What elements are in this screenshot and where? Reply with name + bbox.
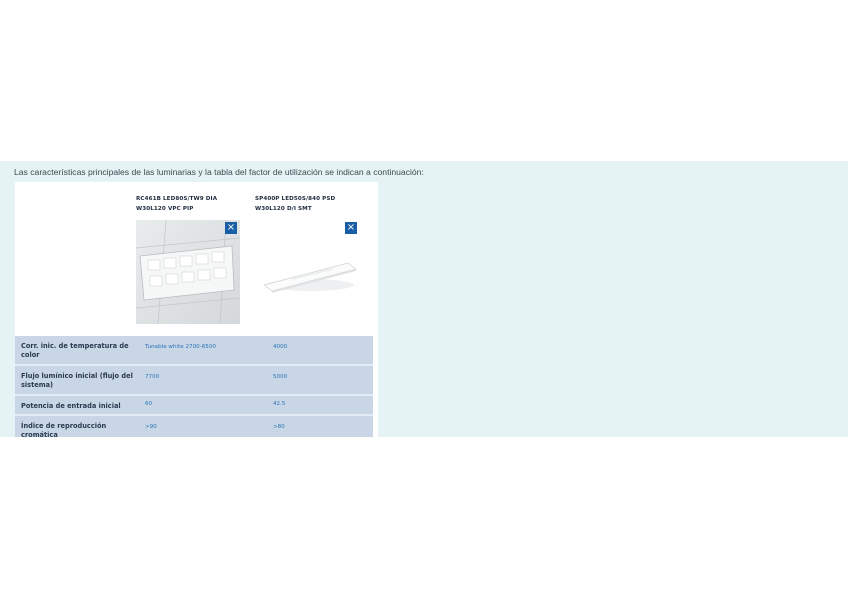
spec-value-product-1: >90 <box>145 424 157 430</box>
product-1-image <box>136 220 240 324</box>
spec-value-product-1: 7700 <box>145 374 160 380</box>
spec-row-luminous-flux <box>15 366 373 396</box>
spec-value-product-2: 4000 <box>273 344 288 350</box>
product-2-title-line: SP400P LED50S/840 PSD <box>255 196 336 202</box>
product-2-title[interactable] <box>255 194 365 214</box>
intro-text: Las características principales de las luminarias y la tabla del factor de utilización se indican a continuación: <box>14 167 424 177</box>
spec-label: Potencia de entrada inicial <box>21 402 121 410</box>
product-1-title-line: RC461B LED80S/TW9 DIA <box>136 196 218 202</box>
product-1-title[interactable] <box>136 194 246 214</box>
product-2-image <box>262 257 358 297</box>
product-comparison-card <box>15 182 378 437</box>
spec-table <box>15 336 373 437</box>
spec-row-input-power <box>15 396 373 416</box>
spec-label: Corr. inic. de temperatura de color <box>21 342 129 359</box>
spec-value-product-1: 60 <box>145 401 153 407</box>
spec-row-cri <box>15 416 373 437</box>
spec-value-product-1: Tunable white 2700-6500 <box>145 344 216 350</box>
product-1-remove-button[interactable] <box>225 222 237 234</box>
close-icon: × <box>346 222 356 233</box>
product-2-title-line: W30L120 D/I SMT <box>255 206 312 212</box>
spec-value-product-2: 42.5 <box>273 401 286 407</box>
content-band <box>0 161 848 437</box>
spec-label: Flujo lumínico inicial (flujo del sistema) <box>21 372 133 389</box>
close-icon: × <box>226 222 236 233</box>
spec-label: Índice de reproducción cromática <box>21 422 107 437</box>
spec-row-color-temperature <box>15 336 373 366</box>
product-2-remove-button[interactable] <box>345 222 357 234</box>
spec-value-product-2: >80 <box>273 424 285 430</box>
spec-value-product-2: 5000 <box>273 374 288 380</box>
product-1-title-line: W30L120 VPC PIP <box>136 206 194 212</box>
